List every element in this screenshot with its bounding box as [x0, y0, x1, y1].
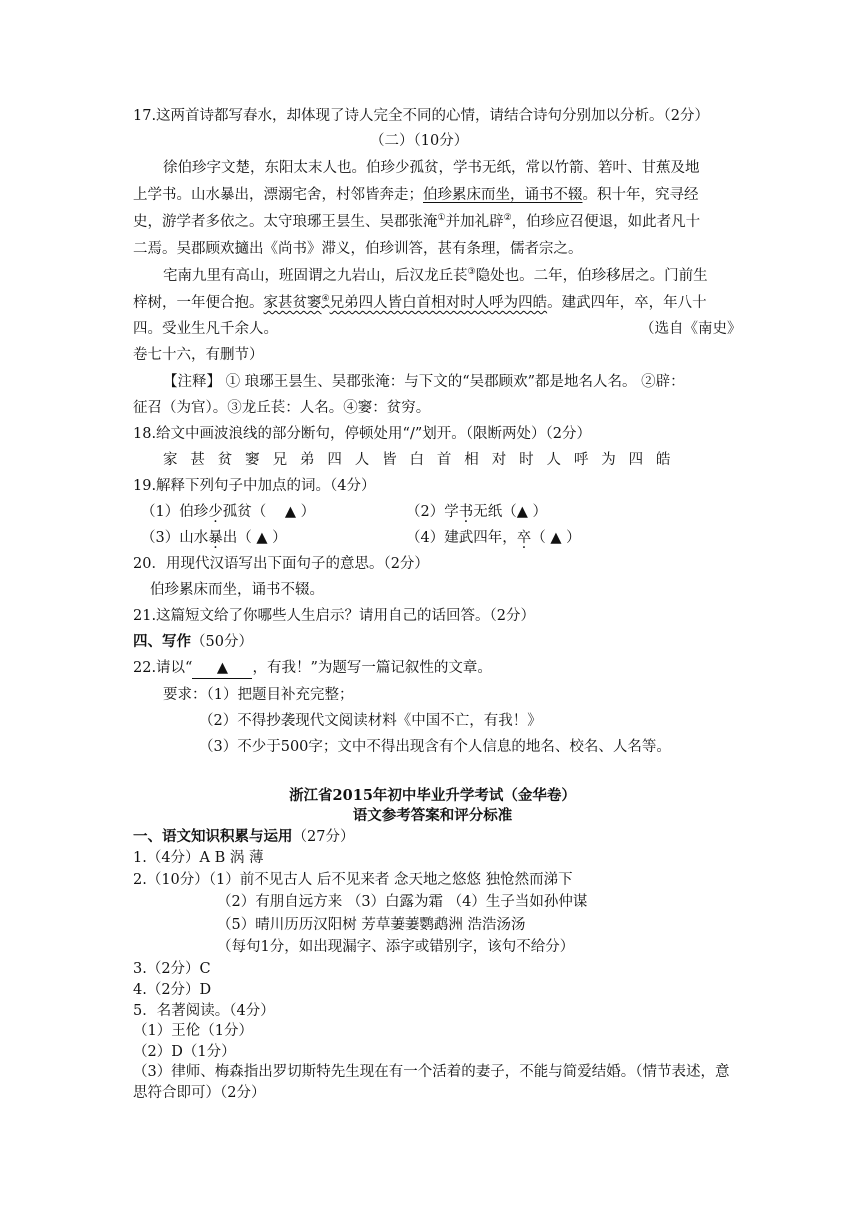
answer-triangle: ▲ [256, 530, 268, 546]
q18-character: 呼 [573, 452, 589, 468]
note-mark-3: ③ [467, 267, 476, 278]
note-mark-4: ④ [321, 294, 330, 305]
q22-text: ，有我！”为题写一篇记叙性的文章。 [252, 660, 492, 676]
passage-line-1: 徐伯珍字文楚，东阳太末人也。伯珍少孤贫，学书无纸，常以竹箭、箬叶、甘蕉及地 [163, 160, 700, 176]
dotted-word: 书 [458, 504, 474, 520]
q18-character: 对 [491, 452, 507, 468]
passage-line-3 [133, 212, 700, 232]
passage-line-4: 二焉。吴郡顾欢擿出《尚书》滞义，伯珍训答，甚有条理，儒者宗之。 [133, 241, 583, 257]
question-18: 18.给文中画波浪线的部分断句，停顿处用“/”划开。（限断两处）（2分） [133, 426, 591, 442]
item-text: 无纸（ [473, 504, 517, 520]
answer-3: 3.（2分）C [133, 961, 211, 977]
answer-2-line-2: （2）有朋自远方来 （3）白露为霜 （4）生子当如孙仲谋 [217, 894, 588, 910]
passage-text: 。积十年，究寻经 [582, 187, 699, 203]
q19-item-1 [141, 502, 315, 522]
notes-line-2: 征召（为官）。③龙丘苌：人名。④窭：贫穷。 [133, 400, 431, 416]
answer-5: 5．名著阅读。（4分） [133, 1003, 275, 1019]
item-text: （3）山水 [141, 530, 209, 546]
q18-character: 皆 [382, 452, 397, 468]
section-4-title: 四、写作 [133, 633, 191, 650]
q19-item-3 [141, 528, 287, 548]
item-text: ） [267, 530, 287, 546]
answer-subtitle: 语文参考答案和评分标准 [352, 807, 513, 824]
note-mark-2: ② [503, 213, 512, 224]
q18-character: 贫 [217, 452, 233, 468]
passage-source-cont: 卷七十六，有删节） [133, 347, 264, 363]
passage-text: 史，游学者多依之。太守琅琊王昙生、吴郡张淹 [133, 214, 438, 230]
q18-character: 皓 [656, 452, 671, 468]
q19-item-4 [406, 528, 581, 548]
answer-triangle: ▲ [284, 504, 296, 520]
passage-line-2 [133, 185, 699, 205]
item-text: 出（ [222, 530, 257, 546]
section-4-heading [133, 632, 253, 652]
answer-section-1-points: （27分） [292, 829, 355, 845]
q19-item-2 [406, 502, 547, 522]
answer-2-line-1: 2.（10分）（1）前不见古人 后不见来者 念天地之悠悠 独怆然而涕下 [133, 872, 573, 888]
dotted-word: 暴 [208, 530, 223, 546]
answer-1: 1.（4分）A B 涡 薄 [133, 850, 264, 866]
wavy-underlined-text: 家甚贫窭 [263, 295, 322, 311]
q18-character: 人 [546, 452, 561, 468]
dotted-word: 卒 [516, 530, 532, 546]
title-blank: ▲ [192, 658, 252, 679]
answer-triangle: ▲ [516, 504, 528, 520]
answer-triangle: ▲ [550, 530, 562, 546]
item-text: （1）伯珍 [141, 504, 209, 520]
question-20: 20．用现代汉语写出下面句子的意思。（2分） [133, 556, 429, 572]
answer-section-1-title: 一、语文知识积累与运用 [133, 828, 293, 845]
item-text: ） [527, 504, 547, 520]
q18-character: 首 [436, 452, 452, 468]
answer-5-3-line-1: （3）律师、梅森指出罗切斯特先生现在有一个活着的妻子，不能与简爱结婚。（情节表述，意 [133, 1064, 730, 1080]
passage-text: 宅南九里有高山，班固谓之九岩山，后汉龙丘苌 [163, 268, 468, 284]
passage-text: 。建武四年，卒，年八十 [547, 295, 707, 311]
answer-4: 4.（2分）D [133, 982, 212, 998]
question-17: 17.这两首诗都写春水，却体现了诗人完全不同的心情，请结合诗句分别加以分析。（2分） [133, 108, 710, 124]
q18-character-row [163, 450, 683, 470]
q18-character: 家 [163, 452, 178, 468]
question-22 [133, 658, 492, 679]
q18-character: 为 [601, 452, 616, 468]
requirement-3: （3）不少于500字；文中不得出现含有个人信息的地名、校名、人名等。 [199, 739, 671, 755]
passage-text: 上学书。山水暴出，漂溺宅舍，村邻皆奔走； [133, 187, 423, 203]
q18-character: 四 [327, 452, 342, 468]
q18-character: 窭 [245, 452, 260, 468]
answer-5-2: （2）D（1分） [133, 1044, 236, 1060]
notes-line-1: 【注释】 ① 琅琊王昙生、吴郡张淹：与下文的“吴郡顾欢”都是地名人名。 ②辟： [163, 374, 685, 390]
underlined-sentence: 伯珍累床而坐，诵书不辍 [423, 187, 583, 203]
requirement-1: 要求：（1）把题目补充完整； [163, 687, 354, 703]
item-text: ） [561, 530, 581, 546]
q18-character: 时 [519, 452, 534, 468]
passage-line-7: 四。受业生凡千余人。 [133, 321, 278, 337]
passage-line-5 [163, 266, 708, 286]
passage-line-6 [133, 293, 707, 313]
section-2-title: （二）（10分） [370, 133, 469, 149]
note-mark-1: ① [437, 213, 446, 224]
q18-character: 甚 [190, 452, 205, 468]
q18-character: 白 [409, 452, 425, 468]
passage-text: 梓树，一年便合抱。 [133, 295, 264, 311]
passage-source: （选自《南史》 [640, 321, 742, 337]
requirement-2: （2）不得抄袭现代文阅读材料《中国不亡，有我！》 [199, 713, 542, 729]
answer-5-3-line-2: 思符合即可）（2分） [133, 1085, 266, 1101]
q22-text: 22.请以“ [133, 660, 193, 676]
answer-5-1: （1）王伦（1分） [133, 1023, 253, 1039]
item-text: ） [296, 504, 316, 520]
passage-text: ，伯珍应召便退，如此者凡十 [511, 214, 701, 230]
item-text: （2）学 [406, 504, 459, 520]
q18-character: 弟 [299, 452, 315, 468]
q20-sentence: 伯珍累床而坐，诵书不辍。 [150, 582, 324, 598]
dotted-word: 少 [208, 504, 223, 520]
wavy-underlined-text: 兄弟四人皆白首相对时人呼为四皓 [329, 295, 548, 311]
q18-character: 人 [354, 452, 370, 468]
answer-2-line-4: （每句1分，如出现漏字、添字或错别字，该句不给分） [217, 939, 575, 955]
item-text: 孤贫（ [222, 504, 271, 520]
q18-character: 兄 [272, 452, 288, 468]
question-21: 21.这篇短文给了你哪些人生启示？请用自己的话回答。（2分） [133, 608, 536, 624]
passage-text: 并加礼辟 [445, 214, 504, 230]
answer-title: 浙江省2015年初中毕业升学考试（金华卷） [289, 787, 576, 804]
section-4-points: （50分） [191, 634, 253, 650]
q18-character: 四 [628, 452, 644, 468]
q18-character: 相 [464, 452, 479, 468]
question-19: 19.解释下列句子中加点的词。（4分） [133, 478, 376, 494]
item-text: （ [531, 530, 551, 546]
answer-section-1-heading [133, 827, 354, 847]
answer-2-line-3: （5）晴川历历汉阳树 芳草萋萋鹦鹉洲 浩浩汤汤 [217, 917, 526, 933]
item-text: （4）建武四年， [406, 530, 517, 546]
passage-text: 隐处也。二年，伯珍移居之。门前生 [475, 268, 708, 284]
